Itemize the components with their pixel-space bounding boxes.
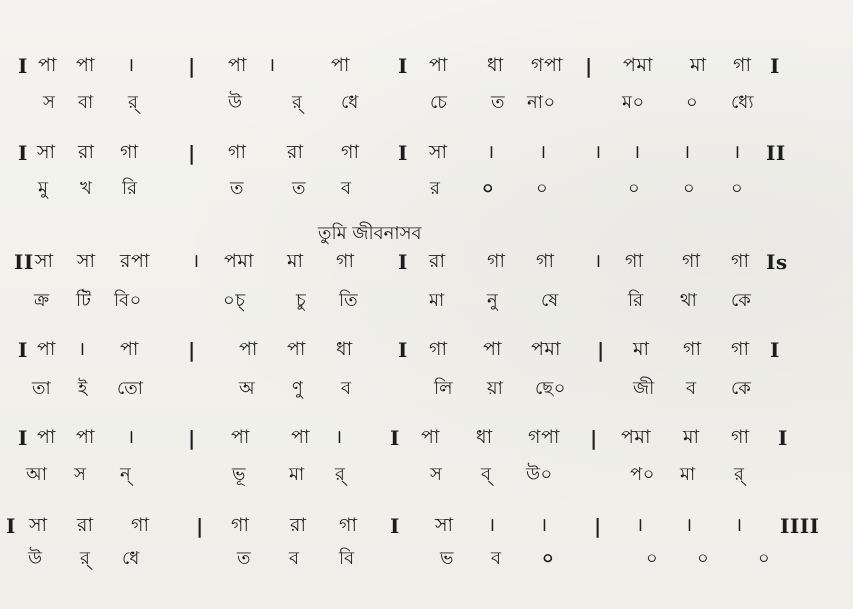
swara-note: গপা (531, 54, 563, 76)
swara-note: মা (690, 54, 707, 76)
swara-note: মা (633, 338, 650, 360)
lyric-syllable: ছে০ (535, 378, 566, 399)
lyric-line (0, 94, 853, 128)
swara-note: রপা (120, 250, 150, 272)
swara-note: পমা (621, 426, 651, 448)
lyric-line (0, 466, 853, 500)
lyric-syllable: উ (28, 548, 43, 569)
lyric-syllable: কে (731, 290, 752, 311)
barline: I (390, 514, 400, 538)
barline: I (398, 250, 408, 274)
lyric-syllable: উ০ (526, 464, 553, 485)
barline: I (398, 141, 408, 165)
barline: I (18, 426, 28, 450)
swara-note: গা (228, 141, 247, 163)
swara-note: । (78, 338, 86, 360)
lyric-syllable: তো (117, 378, 144, 399)
lyric-syllable: ০ (646, 548, 659, 569)
lyric-syllable: র (430, 178, 441, 199)
lyric-syllable: ষে (541, 290, 559, 311)
lyric-syllable: রি (628, 290, 644, 311)
swara-note: । (268, 54, 276, 76)
swara-note: গা (231, 514, 250, 536)
notation-line (0, 428, 853, 462)
swara-note: গা (733, 54, 752, 76)
swara-note: । (127, 54, 135, 76)
barline: IIII (780, 514, 820, 538)
swara-note: পা (287, 338, 306, 360)
swara-note: । (540, 514, 548, 536)
barline: II (766, 141, 786, 165)
swara-note: গপা (528, 426, 560, 448)
swara-note: সা (35, 250, 54, 272)
notation-line (0, 340, 853, 374)
barline: | (188, 338, 196, 362)
barline: I (18, 54, 28, 78)
lyric-syllable: র্ (734, 464, 745, 485)
lyric-syllable: ত (292, 178, 307, 199)
lyric-syllable: ভ (440, 548, 454, 569)
swara-note: । (594, 141, 602, 163)
swara-note: ধা (487, 54, 504, 76)
swara-note: পা (231, 426, 250, 448)
barline: I (398, 54, 408, 78)
barline: | (188, 54, 196, 78)
lyric-syllable: না০ (527, 92, 556, 113)
swara-note: গা (339, 514, 358, 536)
lyric-syllable: রি (122, 178, 138, 199)
lyric-syllable: ধ্যে (731, 92, 755, 113)
lyric-syllable: মু (38, 178, 49, 199)
swara-note: গা (429, 338, 448, 360)
barline: I (390, 426, 400, 450)
lyric-syllable: ব (341, 178, 352, 199)
swara-note: পমা (224, 250, 254, 272)
barline: | (590, 426, 598, 450)
barline: I (18, 141, 28, 165)
swara-note: । (335, 426, 343, 448)
lyric-syllable: ণু (292, 378, 304, 399)
lyric-syllable: বি (339, 548, 355, 569)
swara-note: সা (435, 514, 454, 536)
swara-note: । (487, 141, 495, 163)
swara-note: পমা (623, 54, 653, 76)
lyric-syllable: আ (26, 464, 48, 485)
lyric-syllable: ০ (542, 548, 555, 569)
swara-note: রা (78, 141, 95, 163)
lyric-syllable: ই (78, 378, 88, 399)
swara-note: পা (291, 426, 310, 448)
barline: I (778, 426, 788, 450)
lyric-syllable: বি০ (114, 290, 142, 311)
lyric-syllable: নু (487, 290, 499, 311)
barline: I (6, 514, 16, 538)
lyric-syllable: র্ (335, 464, 346, 485)
swara-note: পা (37, 426, 56, 448)
notation-line (0, 252, 853, 286)
lyric-syllable: র্ (80, 548, 91, 569)
swara-note: পমা (531, 338, 561, 360)
lyric-syllable: স (430, 464, 443, 485)
swara-note: রা (287, 141, 304, 163)
notation-line (0, 56, 853, 90)
lyric-syllable: জী (633, 378, 655, 399)
swara-note: পা (421, 426, 440, 448)
swara-note: গা (341, 141, 360, 163)
swara-note: গা (683, 338, 702, 360)
lyric-line (0, 292, 853, 326)
swara-note: সা (77, 250, 96, 272)
swara-note: গা (625, 250, 644, 272)
swara-note: পা (228, 54, 247, 76)
lyric-syllable: ন্ (120, 464, 132, 485)
swara-note: । (594, 250, 602, 272)
swara-note: সা (37, 141, 56, 163)
swara-note: মা (287, 250, 304, 272)
swara-note: পা (120, 338, 139, 360)
swara-note: গা (336, 250, 355, 272)
swara-note: সা (429, 141, 448, 163)
barline: | (188, 141, 196, 165)
swara-note: ধা (476, 426, 493, 448)
lyric-syllable: মা (429, 290, 445, 311)
lyric-syllable: ০ (482, 178, 495, 199)
notation-line (0, 143, 853, 177)
swara-note: । (683, 141, 691, 163)
barline: I (398, 338, 408, 362)
lyric-syllable: লি (434, 378, 454, 399)
lyric-syllable: ত (491, 92, 506, 113)
lyric-syllable: টি (76, 290, 92, 311)
barline: | (594, 514, 602, 538)
swara-note: পা (76, 426, 95, 448)
swara-note: গা (731, 250, 750, 272)
swara-note: ধা (336, 338, 353, 360)
lyric-syllable: ব (491, 548, 502, 569)
lyric-syllable: ম০ (622, 92, 645, 113)
swara-note: পা (331, 54, 350, 76)
swara-note: পা (429, 54, 448, 76)
swara-note: । (539, 141, 547, 163)
lyric-syllable: তা (32, 378, 52, 399)
swara-note: মা (683, 426, 700, 448)
swara-note: গা (731, 338, 750, 360)
lyric-syllable: ধে (341, 92, 359, 113)
swara-note: পা (76, 54, 95, 76)
notation-line (0, 516, 853, 550)
lyric-syllable: ০চ্ (223, 290, 246, 311)
swara-note: । (127, 426, 135, 448)
barline: | (188, 426, 196, 450)
swara-note: । (636, 514, 644, 536)
swara-note: । (733, 141, 741, 163)
barline: | (585, 54, 593, 78)
swara-note: গা (682, 250, 701, 272)
barline: I (770, 54, 780, 78)
swara-note: গা (120, 141, 139, 163)
lyric-syllable: ত (230, 178, 245, 199)
lyric-syllable: তি (339, 290, 359, 311)
lyric-syllable: অ (239, 378, 256, 399)
swara-note: গা (731, 426, 750, 448)
lyric-syllable: মা (289, 464, 305, 485)
lyric-syllable: ০ (683, 178, 696, 199)
swara-note: পা (483, 338, 502, 360)
barline: | (196, 514, 204, 538)
lyric-line (0, 380, 853, 414)
swara-note: পা (239, 338, 258, 360)
lyric-syllable: উ (228, 92, 243, 113)
lyric-syllable: কে (731, 378, 752, 399)
swara-note: রা (429, 250, 446, 272)
lyric-syllable: ০ (758, 548, 771, 569)
lyric-syllable: প০ (630, 464, 655, 485)
barline: Is (766, 250, 788, 274)
lyric-syllable: য়া (487, 378, 504, 399)
lyric-syllable: ০ (731, 178, 744, 199)
swara-note: । (488, 514, 496, 536)
lyric-syllable: ত (237, 548, 252, 569)
lyric-syllable: ব (289, 548, 300, 569)
swara-note: । (735, 514, 743, 536)
lyric-syllable: ০ (686, 92, 699, 113)
lyric-line (0, 550, 853, 584)
lyric-syllable: ব্ (481, 464, 492, 485)
lyric-syllable: থা (680, 290, 698, 311)
lyric-syllable: র্ (292, 92, 303, 113)
barline: II (14, 250, 34, 274)
swara-note: পা (37, 338, 56, 360)
swara-note: গা (536, 250, 555, 272)
lyric-syllable: স (43, 92, 56, 113)
lyric-syllable: স (74, 464, 87, 485)
swara-note: গা (131, 514, 150, 536)
swara-note: । (685, 514, 693, 536)
lyric-syllable: ০ (697, 548, 710, 569)
lyric-syllable: খ (80, 178, 93, 199)
swara-note: রা (77, 514, 94, 536)
song-title: তুমি জীবনাসব (318, 223, 422, 244)
lyric-syllable: ০ (536, 178, 549, 199)
lyric-syllable: চে (430, 92, 448, 113)
lyric-syllable: ক্র (34, 290, 50, 311)
swara-note: । (192, 250, 200, 272)
barline: I (18, 338, 28, 362)
barline: | (597, 338, 605, 362)
lyric-syllable: মা (680, 464, 696, 485)
barline: I (770, 338, 780, 362)
swara-note: গা (487, 250, 506, 272)
lyric-syllable: ভূ (232, 464, 246, 485)
lyric-syllable: র্ (128, 92, 139, 113)
lyric-syllable: ব (341, 378, 352, 399)
lyric-syllable: ব (686, 378, 697, 399)
swara-note: সা (29, 514, 48, 536)
swara-note: রা (290, 514, 307, 536)
swara-note: পা (38, 54, 57, 76)
lyric-syllable: চু (296, 290, 307, 311)
lyric-syllable: ০ (628, 178, 641, 199)
lyric-syllable: ধে (122, 548, 140, 569)
lyric-line (0, 180, 853, 214)
lyric-syllable: বা (78, 92, 94, 113)
swara-note: । (633, 141, 641, 163)
